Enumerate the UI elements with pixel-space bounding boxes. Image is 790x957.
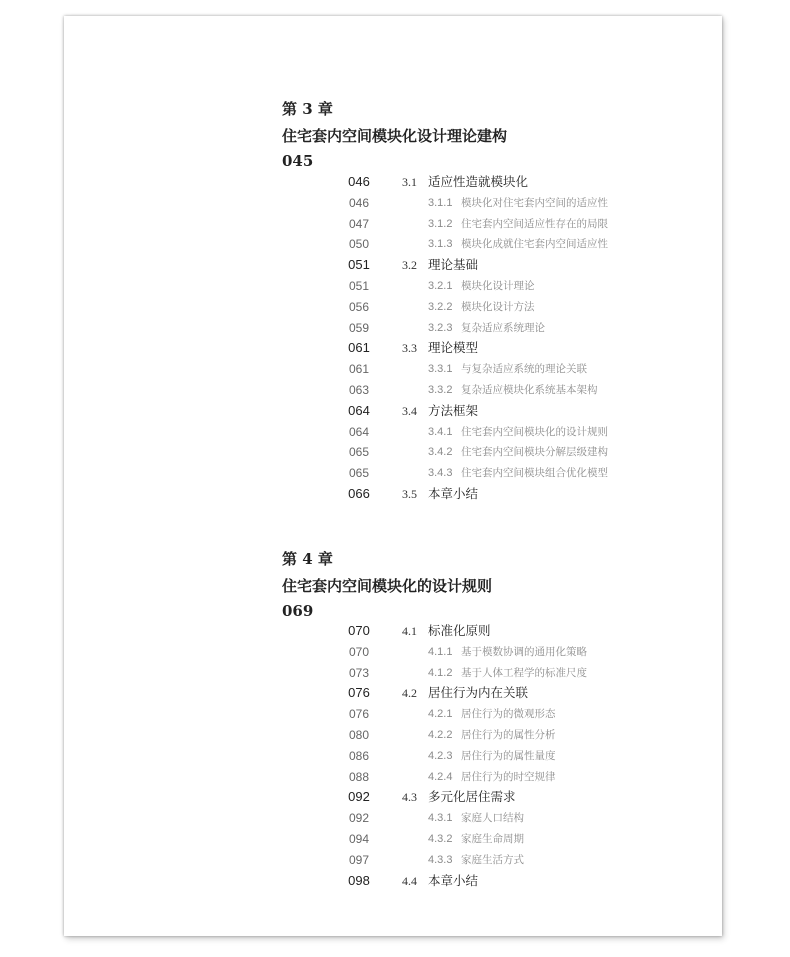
entry-number: 3.4.1 [428, 425, 453, 438]
entry-title: 模块化设计理论 [461, 280, 535, 292]
chapter-page-number: 045 [282, 152, 314, 170]
entry-number: 3.1.1 [428, 196, 453, 209]
entry-number: 4.2.3 [428, 749, 453, 762]
entry-number: 3.4.3 [428, 467, 453, 480]
entry-title: 本章小结 [428, 486, 479, 501]
entry-page-number: 098 [348, 872, 370, 888]
entry-number: 3.3.2 [428, 384, 453, 396]
entry-number: 3.2.3 [428, 321, 453, 334]
entry-title: 理论模型 [428, 340, 479, 356]
chapter-title: 住宅套内空间模块化设计理论建构 [282, 127, 508, 145]
entry-number: 4.3.1 [428, 812, 453, 825]
entry-title: 住宅套内空间模块组合优化模型 [461, 467, 608, 480]
entry-title: 适应性造就模块化 [428, 174, 529, 189]
entry-number: 3.5 [402, 487, 417, 501]
entry-title: 标准化原则 [428, 623, 491, 638]
entry-page-number: 076 [348, 707, 370, 722]
entry-number: 3.3 [402, 341, 417, 356]
chapter-label: 第 4 章 [282, 550, 333, 568]
entry-page-number: 051 [348, 257, 370, 273]
entry-number: 4.4 [402, 873, 417, 888]
entry-page-number: 080 [348, 728, 370, 742]
entry-number: 4.2.2 [428, 729, 453, 741]
entry-page-number: 094 [348, 832, 370, 846]
entry-title: 模块化设计方法 [461, 300, 535, 313]
entry-title: 复杂适应系统理论 [461, 321, 545, 334]
entry-title: 居住行为的微观形态 [461, 708, 556, 721]
entry-page-number: 061 [348, 362, 370, 377]
entry-page-number: 047 [348, 216, 370, 231]
entry-page-number: 092 [348, 811, 370, 826]
entry-page-number: 086 [348, 748, 370, 763]
entry-title: 住宅套内空间模块化的设计规则 [461, 425, 608, 438]
entry-title: 家庭人口结构 [461, 812, 524, 825]
entry-title: 基于人体工程学的标准尺度 [461, 666, 587, 679]
entry-page-number: 059 [348, 320, 370, 335]
entry-page-number: 092 [348, 789, 370, 805]
entry-number: 3.1.2 [428, 217, 453, 230]
entry-title: 住宅套内空间适应性存在的局限 [461, 217, 608, 230]
entry-page-number: 051 [348, 279, 370, 293]
entry-page-number: 050 [348, 237, 370, 252]
entry-number: 4.3 [402, 790, 417, 805]
chapter-label: 第 3 章 [282, 100, 333, 118]
entry-page-number: 061 [348, 340, 370, 356]
entry-number: 4.3.2 [428, 833, 453, 845]
entry-number: 4.3.3 [428, 853, 453, 866]
entry-title: 多元化居住需求 [428, 789, 516, 805]
entry-number: 4.2 [402, 686, 417, 701]
entry-title: 住宅套内空间模块分解层级建构 [461, 446, 608, 459]
entry-title: 居住行为的时空规律 [461, 770, 556, 783]
entry-number: 3.4 [402, 403, 417, 418]
entry-page-number: 065 [348, 466, 370, 481]
entry-page-number: 056 [348, 299, 370, 314]
entry-number: 3.1 [402, 175, 417, 189]
entry-page-number: 097 [348, 852, 370, 867]
entry-title: 居住行为内在关联 [428, 685, 529, 701]
entry-title: 复杂适应模块化系统基本架构 [461, 384, 598, 396]
entry-title: 方法框架 [428, 402, 479, 418]
entry-number: 3.2.2 [428, 300, 453, 313]
entry-title: 本章小结 [428, 872, 479, 888]
entry-number: 4.1.1 [428, 645, 453, 658]
entry-title: 基于模数协调的通用化策略 [461, 645, 587, 658]
entry-page-number: 063 [348, 383, 370, 397]
entry-page-number: 076 [348, 685, 370, 701]
entry-page-number: 066 [348, 486, 370, 501]
entry-page-number: 070 [348, 644, 370, 659]
entry-title: 家庭生命周期 [461, 833, 524, 845]
entry-number: 3.2.1 [428, 280, 453, 292]
entry-number: 4.1 [402, 624, 417, 638]
entry-page-number: 046 [348, 195, 370, 210]
entry-title: 居住行为的属性量度 [461, 749, 556, 762]
entry-title: 家庭生活方式 [461, 853, 524, 866]
entry-number: 3.4.2 [428, 446, 453, 459]
entry-page-number: 046 [348, 174, 370, 189]
entry-page-number: 064 [348, 424, 370, 439]
chapter-3-header [282, 98, 507, 170]
entry-number: 4.2.4 [428, 770, 453, 783]
entry-title: 模块化成就住宅套内空间适应性 [461, 238, 608, 251]
entry-title: 模块化对住宅套内空间的适应性 [461, 196, 608, 209]
entry-title: 与复杂适应系统的理论关联 [461, 363, 587, 376]
entry-page-number: 064 [348, 402, 370, 418]
entry-title: 居住行为的属性分析 [461, 729, 556, 741]
entry-page-number: 088 [348, 769, 370, 784]
entry-number: 3.2 [402, 258, 417, 273]
entry-number: 3.1.3 [428, 238, 453, 251]
chapter-4-header [282, 548, 492, 620]
entry-page-number: 073 [348, 665, 370, 680]
chapter-page-number: 069 [282, 602, 314, 620]
entry-number: 4.1.2 [428, 666, 453, 679]
entry-number: 4.2.1 [428, 708, 453, 721]
entry-number: 3.3.1 [428, 363, 453, 376]
entry-title: 理论基础 [428, 257, 479, 273]
entry-page-number: 070 [348, 623, 370, 638]
entry-page-number: 065 [348, 445, 370, 460]
chapter-title: 住宅套内空间模块化的设计规则 [282, 577, 493, 595]
